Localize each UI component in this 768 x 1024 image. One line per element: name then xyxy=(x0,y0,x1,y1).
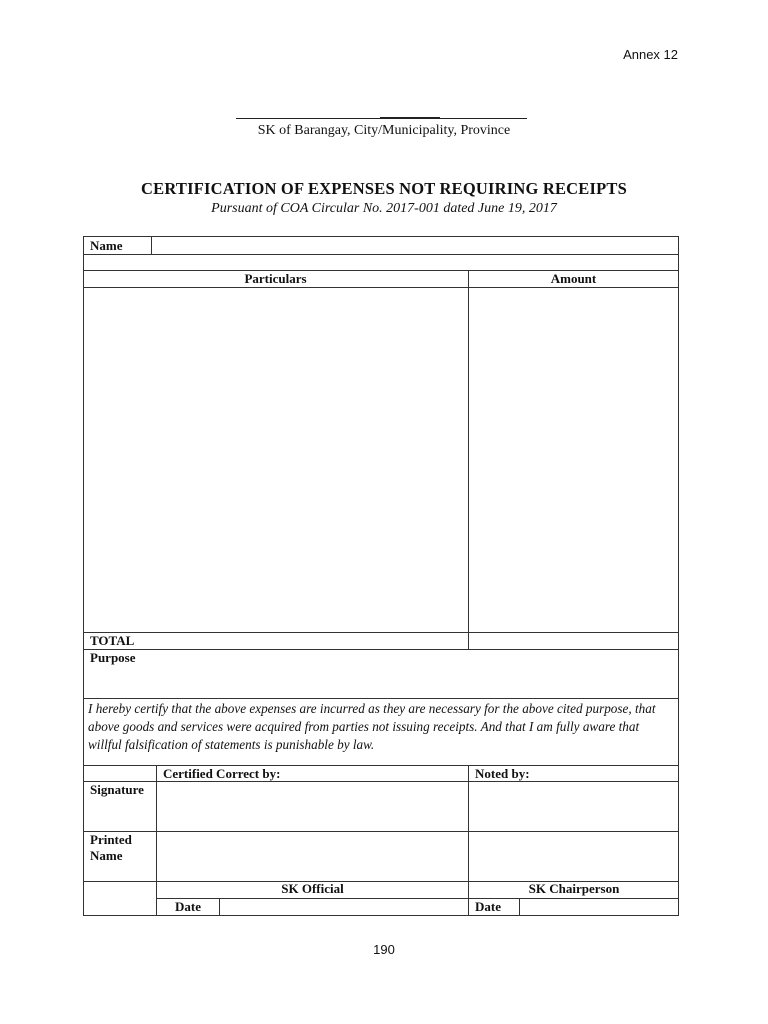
name-label: Name xyxy=(90,238,123,253)
date-field-official[interactable] xyxy=(220,899,467,915)
amount-header: Amount xyxy=(550,271,597,286)
date-label-official: Date xyxy=(175,899,201,914)
form-title: CERTIFICATION OF EXPENSES NOT REQUIRING RECEIPTS xyxy=(141,179,627,198)
particulars-header: Particulars xyxy=(244,271,307,286)
purpose-field[interactable] xyxy=(153,650,673,696)
certified-printed-name-field[interactable] xyxy=(157,832,467,880)
total-label: TOTAL xyxy=(90,633,135,648)
date-label-chairperson: Date xyxy=(475,899,501,914)
certified-correct-by-label: Certified Correct by: xyxy=(163,766,281,781)
printed-name-label: Printed Name xyxy=(90,832,132,863)
date-field-chairperson[interactable] xyxy=(520,899,678,915)
certification-form xyxy=(83,236,679,916)
amount-area[interactable] xyxy=(469,288,678,631)
sk-caption: SK of Barangay, City/Municipality, Province xyxy=(257,123,511,138)
certification-statement: I hereby certify that the above expenses are incurred as they are necessary for the above cited purpose, that above goods and services were acquired from parties not issuing receipts. And that I am fully aware that willful falsification of statements is punishable by law. xyxy=(88,701,656,752)
sk-official-label: SK Official xyxy=(281,881,344,896)
page-number: 190 xyxy=(373,942,395,957)
sk-name-line-accent xyxy=(380,117,440,119)
certified-signature-field[interactable] xyxy=(157,782,467,830)
purpose-label: Purpose xyxy=(90,650,136,665)
noted-printed-name-field[interactable] xyxy=(469,832,678,880)
name-field[interactable] xyxy=(152,237,678,253)
sk-chairperson-label: SK Chairperson xyxy=(528,881,620,896)
noted-signature-field[interactable] xyxy=(469,782,678,830)
signature-label: Signature xyxy=(90,782,144,797)
total-amount-field[interactable] xyxy=(469,633,678,648)
particulars-area[interactable] xyxy=(84,288,467,631)
noted-by-label: Noted by: xyxy=(475,766,530,781)
form-subtitle: Pursuant of COA Circular No. 2017-001 dated June 19, 2017 xyxy=(211,201,557,216)
annex-label: Annex 12 xyxy=(623,47,678,62)
